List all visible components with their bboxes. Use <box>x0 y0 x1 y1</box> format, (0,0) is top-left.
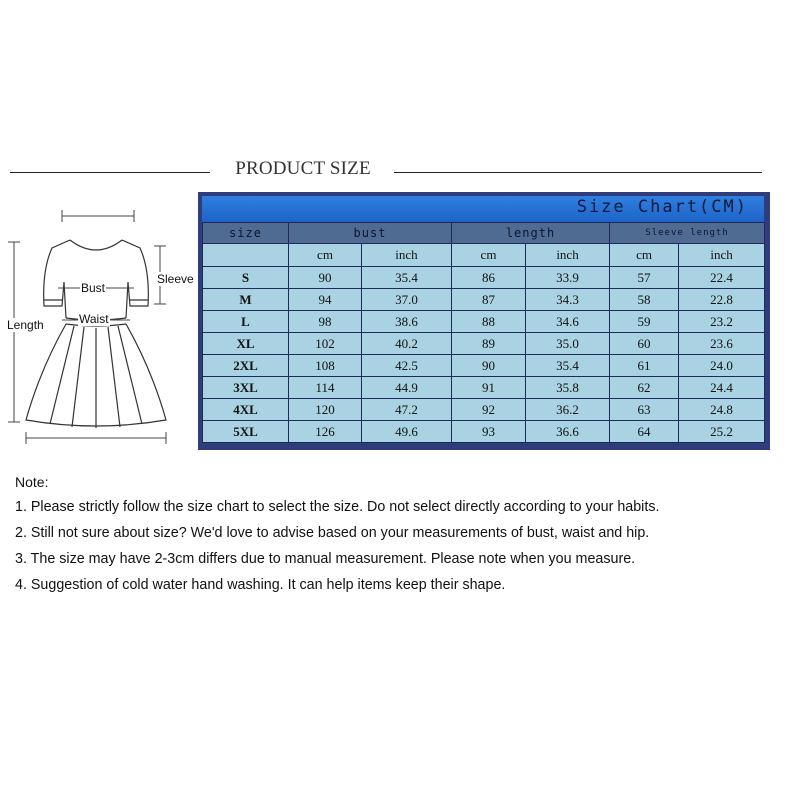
note-item: 2. Still not sure about size? We'd love to advise based on your measurements of bust, waist and hip. <box>15 525 650 541</box>
size-value-cell: 62 <box>610 377 679 399</box>
header-rule-left <box>10 172 210 173</box>
size-value-cell: 24.4 <box>679 377 765 399</box>
size-row <box>203 289 765 311</box>
size-value-cell: 63 <box>610 399 679 421</box>
size-rows <box>203 267 765 443</box>
unit-header-row <box>203 244 765 267</box>
size-value-cell: 126 <box>289 421 362 443</box>
size-table <box>202 222 765 443</box>
size-value-cell: 37.0 <box>362 289 452 311</box>
size-value-cell: 33.9 <box>526 267 610 289</box>
size-value-cell: 24.8 <box>679 399 765 421</box>
size-value-cell: 92 <box>452 399 526 421</box>
size-value-cell: 35.4 <box>526 355 610 377</box>
size-value-cell: 88 <box>452 311 526 333</box>
group-header-row <box>203 223 765 244</box>
size-name-cell: L <box>203 311 289 333</box>
size-row <box>203 399 765 421</box>
unit-header: cm <box>289 244 362 267</box>
size-value-cell: 93 <box>452 421 526 443</box>
size-name-cell: M <box>203 289 289 311</box>
size-row <box>203 311 765 333</box>
size-chart-title-bar <box>202 196 764 222</box>
size-value-cell: 47.2 <box>362 399 452 421</box>
group-header-bust: bust <box>289 223 452 244</box>
unit-header: cm <box>610 244 679 267</box>
size-value-cell: 22.8 <box>679 289 765 311</box>
size-value-cell: 57 <box>610 267 679 289</box>
dress-measurement-figure <box>0 200 200 450</box>
size-name-cell: 5XL <box>203 421 289 443</box>
size-value-cell: 22.4 <box>679 267 765 289</box>
group-header-sleeve-length: Sleeve length <box>610 223 765 244</box>
size-value-cell: 64 <box>610 421 679 443</box>
size-value-cell: 91 <box>452 377 526 399</box>
size-name-cell: XL <box>203 333 289 355</box>
size-name-cell: 4XL <box>203 399 289 421</box>
unit-header: inch <box>679 244 765 267</box>
size-value-cell: 120 <box>289 399 362 421</box>
page-title: PRODUCT SIZE <box>235 158 371 179</box>
length-label: Length <box>7 318 44 332</box>
size-value-cell: 34.6 <box>526 311 610 333</box>
size-value-cell: 60 <box>610 333 679 355</box>
sleeve-label: Sleeve <box>157 272 194 286</box>
header-rule-right <box>394 172 762 173</box>
size-value-cell: 42.5 <box>362 355 452 377</box>
size-value-cell: 36.6 <box>526 421 610 443</box>
group-header-size: size <box>203 223 289 244</box>
size-name-cell: 3XL <box>203 377 289 399</box>
notes-section <box>15 474 795 601</box>
size-value-cell: 89 <box>452 333 526 355</box>
size-value-cell: 38.6 <box>362 311 452 333</box>
size-value-cell: 44.9 <box>362 377 452 399</box>
size-name-cell: 2XL <box>203 355 289 377</box>
size-value-cell: 36.2 <box>526 399 610 421</box>
size-value-cell: 23.6 <box>679 333 765 355</box>
size-chart-title: Size Chart(CM) <box>576 197 748 217</box>
size-value-cell: 34.3 <box>526 289 610 311</box>
size-name-cell: S <box>203 267 289 289</box>
size-value-cell: 108 <box>289 355 362 377</box>
size-row <box>203 421 765 443</box>
size-value-cell: 35.4 <box>362 267 452 289</box>
size-value-cell: 90 <box>452 355 526 377</box>
size-value-cell: 23.2 <box>679 311 765 333</box>
unit-header: cm <box>452 244 526 267</box>
notes-title: Note: <box>15 474 49 490</box>
size-value-cell: 94 <box>289 289 362 311</box>
size-value-cell: 24.0 <box>679 355 765 377</box>
size-value-cell: 102 <box>289 333 362 355</box>
size-value-cell: 61 <box>610 355 679 377</box>
size-row <box>203 377 765 399</box>
size-value-cell: 98 <box>289 311 362 333</box>
size-row <box>203 267 765 289</box>
size-row <box>203 333 765 355</box>
unit-header: inch <box>526 244 610 267</box>
size-value-cell: 86 <box>452 267 526 289</box>
size-value-cell: 40.2 <box>362 333 452 355</box>
size-value-cell: 59 <box>610 311 679 333</box>
group-header-length: length <box>452 223 610 244</box>
bust-label: Bust <box>81 281 106 295</box>
size-value-cell: 49.6 <box>362 421 452 443</box>
note-item: 3. The size may have 2-3cm differs due to manual measurement. Please note when you measure. <box>15 551 636 567</box>
size-value-cell: 35.8 <box>526 377 610 399</box>
unit-header-blank <box>203 244 289 267</box>
waist-label: Waist <box>79 312 109 326</box>
size-value-cell: 87 <box>452 289 526 311</box>
size-value-cell: 35.0 <box>526 333 610 355</box>
size-row <box>203 355 765 377</box>
size-value-cell: 114 <box>289 377 362 399</box>
note-item: 4. Suggestion of cold water hand washing. It can help items keep their shape. <box>15 577 506 593</box>
unit-header: inch <box>362 244 452 267</box>
size-chart <box>198 192 770 450</box>
size-value-cell: 90 <box>289 267 362 289</box>
note-item: 1. Please strictly follow the size chart to select the size. Do not select directly according to your habits. <box>15 499 660 515</box>
size-value-cell: 25.2 <box>679 421 765 443</box>
size-value-cell: 58 <box>610 289 679 311</box>
